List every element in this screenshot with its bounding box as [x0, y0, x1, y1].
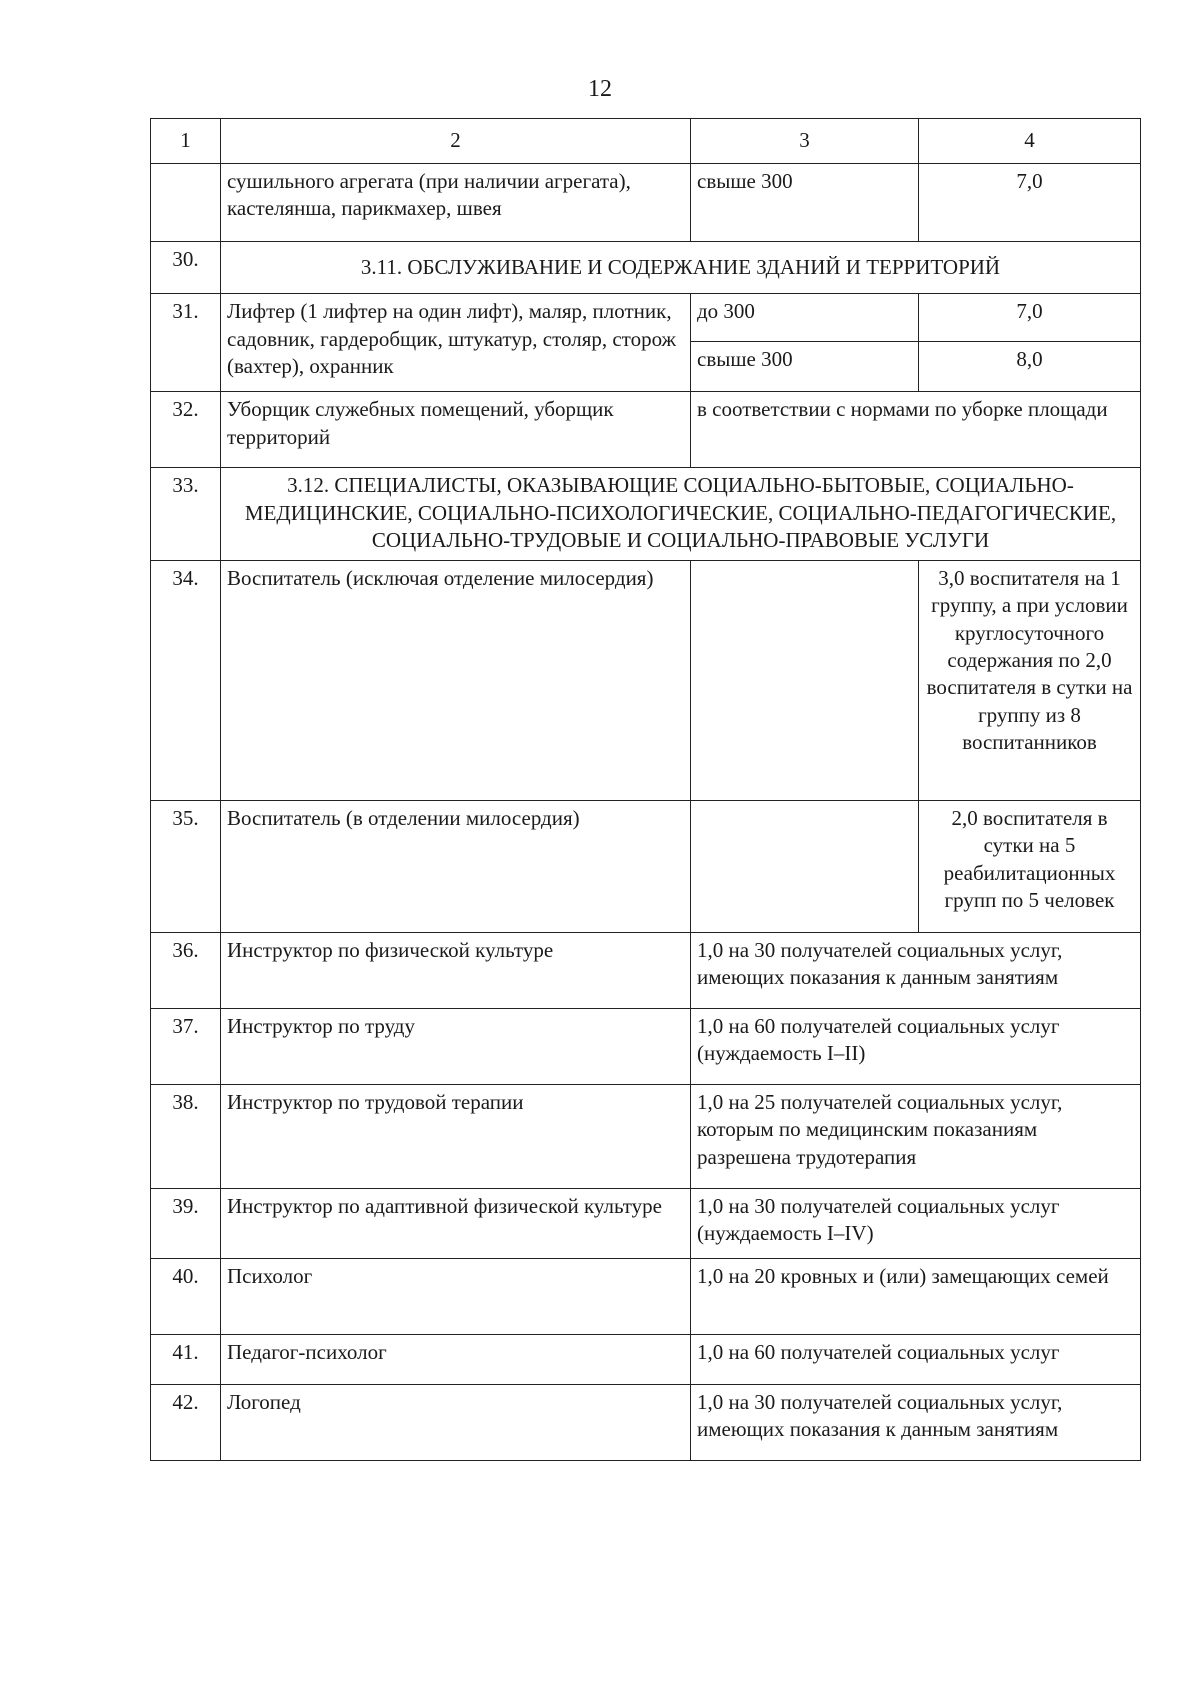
- row-number: 30.: [151, 242, 221, 294]
- position-name: Инструктор по трудовой терапии: [221, 1085, 691, 1189]
- norm-text: 1,0 на 25 получателей социальных услуг, которым по медицинским показаниям разрешена трудотерапия: [691, 1085, 1141, 1189]
- table-row: [151, 1335, 1141, 1385]
- row-number: 42.: [151, 1385, 221, 1461]
- row-number: 39.: [151, 1189, 221, 1259]
- norm-text: 1,0 на 60 получателей социальных услуг (нуждаемость I–II): [691, 1009, 1141, 1085]
- table-row: [151, 1009, 1141, 1085]
- position-name: Педагог-психолог: [221, 1335, 691, 1385]
- table-row: [151, 392, 1141, 468]
- row-number: 35.: [151, 801, 221, 933]
- norm-value: 8,0: [919, 342, 1141, 392]
- row-number: 36.: [151, 933, 221, 1009]
- table-row: [151, 1385, 1141, 1461]
- table-row: [151, 164, 1141, 242]
- position-name: Психолог: [221, 1259, 691, 1335]
- row-number: 34.: [151, 561, 221, 801]
- section-row: [151, 468, 1141, 561]
- table-row: [151, 1085, 1141, 1189]
- page-number: 12: [588, 76, 612, 102]
- row-number: 41.: [151, 1335, 221, 1385]
- norm-value: 3,0 воспитателя на 1 группу, а при условии круглосуточного содержания по 2,0 воспитателя в сутки на группу из 8 воспитанников: [919, 561, 1141, 801]
- section-title: 3.12. СПЕЦИАЛИСТЫ, ОКАЗЫВАЮЩИЕ СОЦИАЛЬНО-БЫТОВЫЕ, СОЦИАЛЬНО-МЕДИЦИНСКИЕ, СОЦИАЛЬНО-ПСИХОЛОГИЧЕСКИЕ, СОЦИАЛЬНО-ПЕДАГОГИЧЕСКИЕ, СОЦИАЛЬНО-ТРУДОВЫЕ И СОЦИАЛЬНО-ПРАВОВЫЕ УСЛУГИ: [221, 468, 1141, 561]
- row-number: 32.: [151, 392, 221, 468]
- column-header: 3: [691, 119, 919, 164]
- column-header: 1: [151, 119, 221, 164]
- column-header: 2: [221, 119, 691, 164]
- position-name: Инструктор по труду: [221, 1009, 691, 1085]
- norm-text: в соответствии с нормами по уборке площади: [691, 392, 1141, 468]
- table-row: [151, 294, 1141, 342]
- condition-cell: до 300: [691, 294, 919, 342]
- position-name: сушильного агрегата (при наличии агрегата), кастелянша, парикмахер, швея: [221, 164, 691, 242]
- table-row: [151, 1189, 1141, 1259]
- staffing-norms-table: [150, 118, 1141, 1461]
- norm-text: 1,0 на 30 получателей социальных услуг (нуждаемость I–IV): [691, 1189, 1141, 1259]
- position-name: Логопед: [221, 1385, 691, 1461]
- position-name: Уборщик служебных помещений, уборщик территорий: [221, 392, 691, 468]
- table-row: [151, 561, 1141, 801]
- row-number: 31.: [151, 294, 221, 392]
- position-name: Лифтер (1 лифтер на один лифт), маляр, плотник, садовник, гардеробщик, штукатур, столяр, сторож (вахтер), охранник: [221, 294, 691, 392]
- row-number: 33.: [151, 468, 221, 561]
- norm-text: 1,0 на 30 получателей социальных услуг, имеющих показания к данным занятиям: [691, 1385, 1141, 1461]
- section-row: [151, 242, 1141, 294]
- condition-cell: [691, 561, 919, 801]
- position-name: Инструктор по адаптивной физической культуре: [221, 1189, 691, 1259]
- condition-cell: свыше 300: [691, 342, 919, 392]
- norm-value: 7,0: [919, 164, 1141, 242]
- norm-value: 7,0: [919, 294, 1141, 342]
- row-number: 38.: [151, 1085, 221, 1189]
- section-title: 3.11. ОБСЛУЖИВАНИЕ И СОДЕРЖАНИЕ ЗДАНИЙ И ТЕРРИТОРИЙ: [221, 242, 1141, 294]
- table-row: [151, 801, 1141, 933]
- norm-text: 1,0 на 20 кровных и (или) замещающих семей: [691, 1259, 1141, 1335]
- norm-text: 1,0 на 60 получателей социальных услуг: [691, 1335, 1141, 1385]
- position-name: Воспитатель (исключая отделение милосердия): [221, 561, 691, 801]
- condition-cell: свыше 300: [691, 164, 919, 242]
- row-number: [151, 164, 221, 242]
- norm-text: 1,0 на 30 получателей социальных услуг, имеющих показания к данным занятиям: [691, 933, 1141, 1009]
- row-number: 40.: [151, 1259, 221, 1335]
- norm-value: 2,0 воспитателя в сутки на 5 реабилитационных групп по 5 человек: [919, 801, 1141, 933]
- condition-cell: [691, 801, 919, 933]
- table-row: [151, 933, 1141, 1009]
- position-name: Воспитатель (в отделении милосердия): [221, 801, 691, 933]
- row-number: 37.: [151, 1009, 221, 1085]
- column-header: 4: [919, 119, 1141, 164]
- position-name: Инструктор по физической культуре: [221, 933, 691, 1009]
- table-header-row: [151, 119, 1141, 164]
- table-row: [151, 1259, 1141, 1335]
